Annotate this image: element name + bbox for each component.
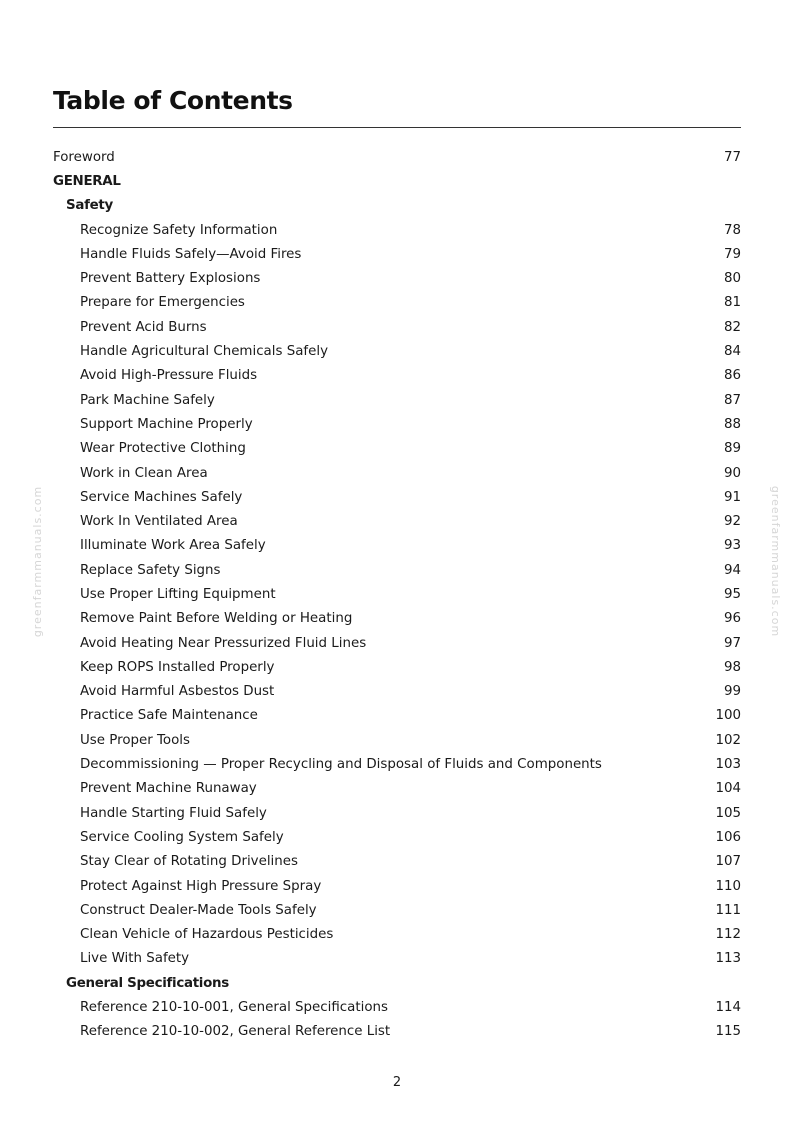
toc-entry[interactable] [53,680,741,704]
toc-entry[interactable] [53,655,741,679]
toc-entry-label: Live With Safety [80,951,190,967]
toc-entry-page: 88 [723,416,741,432]
toc-entry-page: 80 [723,271,741,287]
toc-section-heading [53,169,741,193]
toc-entry-label: GENERAL [53,173,121,189]
toc-entry-label: Prepare for Emergencies [80,295,245,311]
toc-entry-page: 106 [715,829,741,845]
toc-entry[interactable] [53,923,741,947]
toc-entry[interactable] [53,1020,741,1044]
toc-entry-label: Reference 210-10-002, General Reference List [80,1024,391,1040]
toc-entry[interactable] [53,850,741,874]
toc-entry-label: Handle Starting Fluid Safely [80,805,267,821]
toc-entry-page: 84 [723,344,741,360]
toc-entry-label: Handle Fluids Safely—Avoid Fires [80,246,302,262]
toc-entry-label: Prevent Machine Runaway [80,781,257,797]
toc-entry-page: 97 [723,635,741,651]
toc-entry-page: 99 [723,684,741,700]
toc-entry-label: Keep ROPS Installed Properly [80,659,275,675]
toc-entry[interactable] [53,631,741,655]
toc-entry[interactable] [53,582,741,606]
toc-entry-page: 81 [723,295,741,311]
toc-entry-label: Handle Agricultural Chemicals Safely [80,344,329,360]
toc-entry[interactable] [53,388,741,412]
page-title: Table of Contents [53,86,293,115]
toc-section-heading [53,971,741,995]
toc-entry[interactable] [53,145,741,169]
toc-entry-page: 98 [723,659,741,675]
toc-entry-label: Work In Ventilated Area [80,514,238,530]
toc-entry[interactable] [53,898,741,922]
page-number: 2 [392,1075,402,1090]
toc-entry[interactable] [53,412,741,436]
toc-entry[interactable] [53,801,741,825]
toc-entry[interactable] [53,704,741,728]
toc-entry-page: 94 [723,562,741,578]
watermark-left: greenfarmmanuals.com [31,485,45,638]
toc-entry-label: Reference 210-10-001, General Specifications [80,1000,388,1016]
toc-entry[interactable] [53,509,741,533]
toc-entry-page: 92 [723,514,741,530]
toc-entry[interactable] [53,339,741,363]
toc-entry-label: Avoid Heating Near Pressurized Fluid Lines [80,635,367,651]
toc-entry-page: 82 [723,319,741,335]
toc-entry-label: Use Proper Tools [80,732,191,748]
toc-entry-label: Prevent Battery Explosions [80,271,261,287]
watermark-right: greenfarmmanuals.com [769,485,783,638]
toc-entry[interactable] [53,315,741,339]
toc-entry-label: Service Cooling System Safely [80,829,284,845]
toc-entry[interactable] [53,777,741,801]
toc-entry[interactable] [53,558,741,582]
toc-entry-label: Wear Protective Clothing [80,441,246,457]
toc-section-heading [53,194,741,218]
toc-entry[interactable] [53,607,741,631]
title-divider [53,127,741,128]
toc-list [53,145,741,1044]
toc-entry[interactable] [53,947,741,971]
toc-entry[interactable] [53,266,741,290]
toc-entry-page: 102 [715,732,741,748]
toc-entry[interactable] [53,825,741,849]
toc-entry-label: Support Machine Properly [80,416,253,432]
toc-entry[interactable] [53,437,741,461]
toc-entry-label: Stay Clear of Rotating Drivelines [80,854,298,870]
toc-entry-page: 111 [715,902,741,918]
toc-entry-label: Illuminate Work Area Safely [80,538,266,554]
toc-entry-label: Construct Dealer-Made Tools Safely [80,902,317,918]
toc-entry-label: Clean Vehicle of Hazardous Pesticides [80,927,334,943]
toc-entry-label: Avoid High-Pressure Fluids [80,368,258,384]
toc-entry-page: 78 [723,222,741,238]
toc-entry-page: 90 [723,465,741,481]
toc-entry-page: 77 [723,149,741,165]
toc-entry[interactable] [53,242,741,266]
toc-entry-page: 95 [723,586,741,602]
toc-entry-page: 115 [715,1024,741,1040]
toc-entry-page: 100 [715,708,741,724]
toc-entry-page: 107 [715,854,741,870]
toc-entry-page: 89 [723,441,741,457]
toc-entry-label: Safety [66,198,113,214]
toc-entry-page: 113 [715,951,741,967]
toc-entry[interactable] [53,291,741,315]
toc-entry-label: Park Machine Safely [80,392,215,408]
toc-entry[interactable] [53,218,741,242]
toc-entry-label: Work in Clean Area [80,465,208,481]
toc-entry[interactable] [53,485,741,509]
toc-entry[interactable] [53,728,741,752]
toc-entry-page: 105 [715,805,741,821]
toc-entry-page: 87 [723,392,741,408]
toc-entry-label: Replace Safety Signs [80,562,221,578]
toc-entry-label: Decommissioning — Proper Recycling and Disposal of Fluids and Components [80,757,602,773]
toc-entry-label: Recognize Safety Information [80,222,278,238]
toc-entry-page: 103 [715,757,741,773]
toc-entry-label: Practice Safe Maintenance [80,708,258,724]
toc-entry-page: 86 [723,368,741,384]
toc-entry-page: 93 [723,538,741,554]
toc-entry[interactable] [53,874,741,898]
toc-entry-page: 110 [715,878,741,894]
toc-entry-label: Prevent Acid Burns [80,319,207,335]
toc-entry-label: Service Machines Safely [80,489,243,505]
toc-entry-label: Protect Against High Pressure Spray [80,878,322,894]
toc-entry[interactable] [53,364,741,388]
toc-entry-label: General Specifications [66,975,229,991]
toc-entry-page: 79 [723,246,741,262]
toc-entry-page: 114 [715,1000,741,1016]
toc-entry-label: Use Proper Lifting Equipment [80,586,276,602]
toc-entry[interactable] [53,752,741,776]
toc-entry[interactable] [53,461,741,485]
toc-entry-label: Remove Paint Before Welding or Heating [80,611,353,627]
toc-entry-label: Foreword [53,149,115,165]
toc-entry-page: 112 [715,927,741,943]
toc-entry-page: 104 [715,781,741,797]
toc-entry-page: 96 [723,611,741,627]
toc-entry-page: 91 [723,489,741,505]
toc-entry[interactable] [53,995,741,1019]
toc-entry[interactable] [53,534,741,558]
toc-entry-label: Avoid Harmful Asbestos Dust [80,684,275,700]
